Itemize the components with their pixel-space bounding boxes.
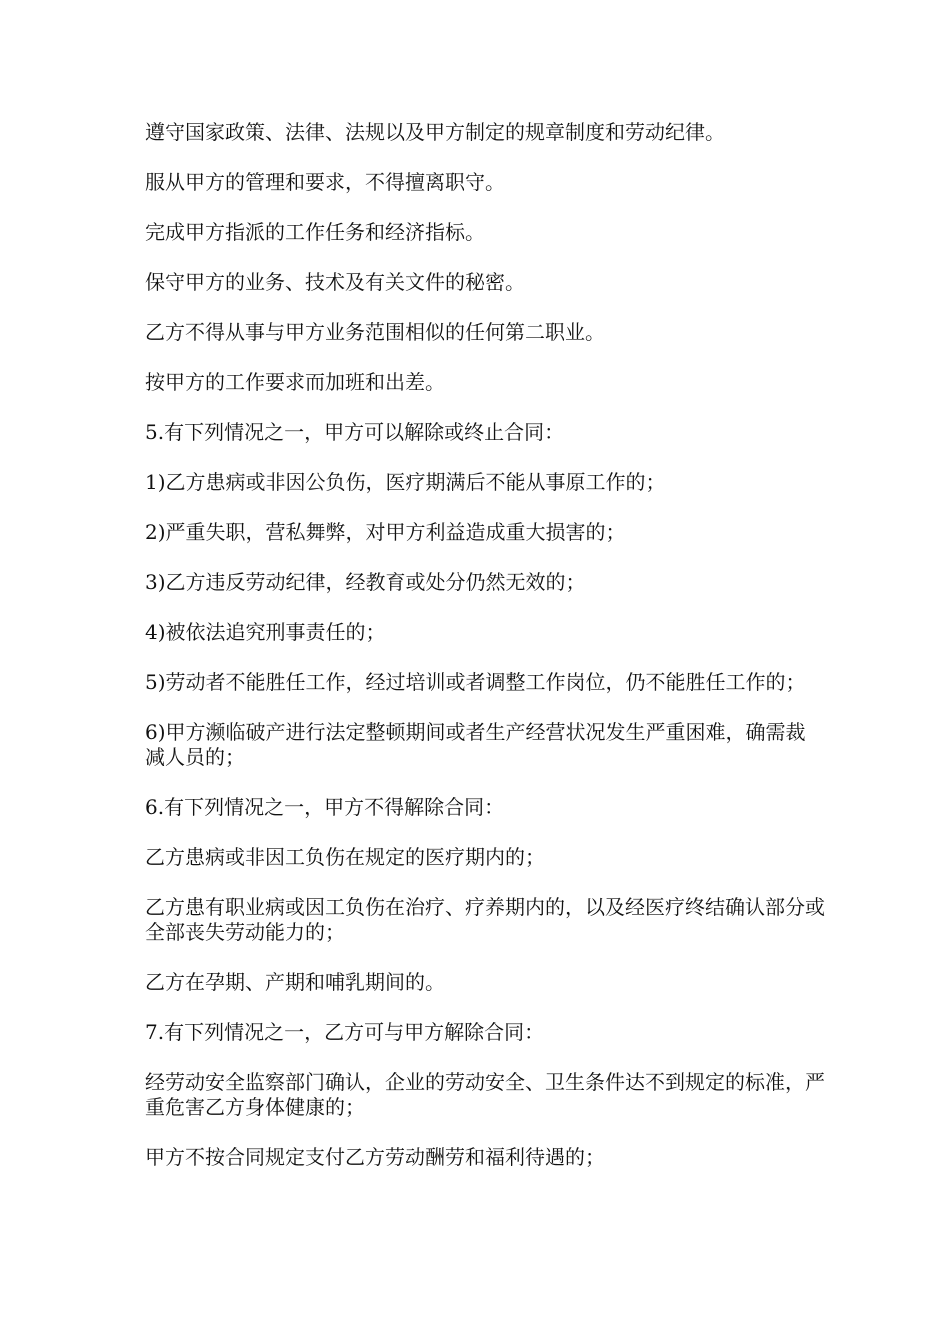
section-heading: 5.有下列情况之一，甲方可以解除或终止合同： (145, 420, 565, 444)
list-item: 6)甲方濒临破产进行法定整顿期间或者生产经营状况发生严重困难，确需裁减人员的； (145, 720, 806, 769)
paragraph: 乙方不得从事与甲方业务范围相似的任何第二职业。 (145, 320, 605, 344)
paragraph: 保守甲方的业务、技术及有关文件的秘密。 (145, 270, 525, 294)
document-body (145, 120, 825, 1195)
paragraph: 乙方在孕期、产期和哺乳期间的。 (145, 970, 445, 994)
paragraph: 按甲方的工作要求而加班和出差。 (145, 370, 445, 394)
list-item: 1)乙方患病或非因公负伤，医疗期满后不能从事原工作的； (145, 470, 666, 494)
paragraph: 甲方不按合同规定支付乙方劳动酬劳和福利待遇的； (145, 1145, 605, 1169)
paragraph: 服从甲方的管理和要求，不得擅离职守。 (145, 170, 505, 194)
list-item: 2)严重失职，营私舞弊，对甲方利益造成重大损害的； (145, 520, 626, 544)
list-item: 4)被依法追究刑事责任的； (145, 620, 386, 644)
paragraph: 乙方患有职业病或因工负伤在治疗、疗养期内的，以及经医疗终结确认部分或全部丧失劳动能力的； (145, 895, 825, 944)
paragraph: 完成甲方指派的工作任务和经济指标。 (145, 220, 485, 244)
list-item: 3)乙方违反劳动纪律，经教育或处分仍然无效的； (145, 570, 586, 594)
paragraph: 遵守国家政策、法律、法规以及甲方制定的规章制度和劳动纪律。 (145, 120, 725, 144)
list-item: 5)劳动者不能胜任工作，经过培训或者调整工作岗位，仍不能胜任工作的； (145, 670, 806, 694)
paragraph: 乙方患病或非因工负伤在规定的医疗期内的； (145, 845, 545, 869)
paragraph: 经劳动安全监察部门确认，企业的劳动安全、卫生条件达不到规定的标准，严重危害乙方身体健康的； (145, 1070, 825, 1119)
section-heading: 7.有下列情况之一，乙方可与甲方解除合同： (145, 1020, 545, 1044)
section-heading: 6.有下列情况之一，甲方不得解除合同： (145, 795, 505, 819)
